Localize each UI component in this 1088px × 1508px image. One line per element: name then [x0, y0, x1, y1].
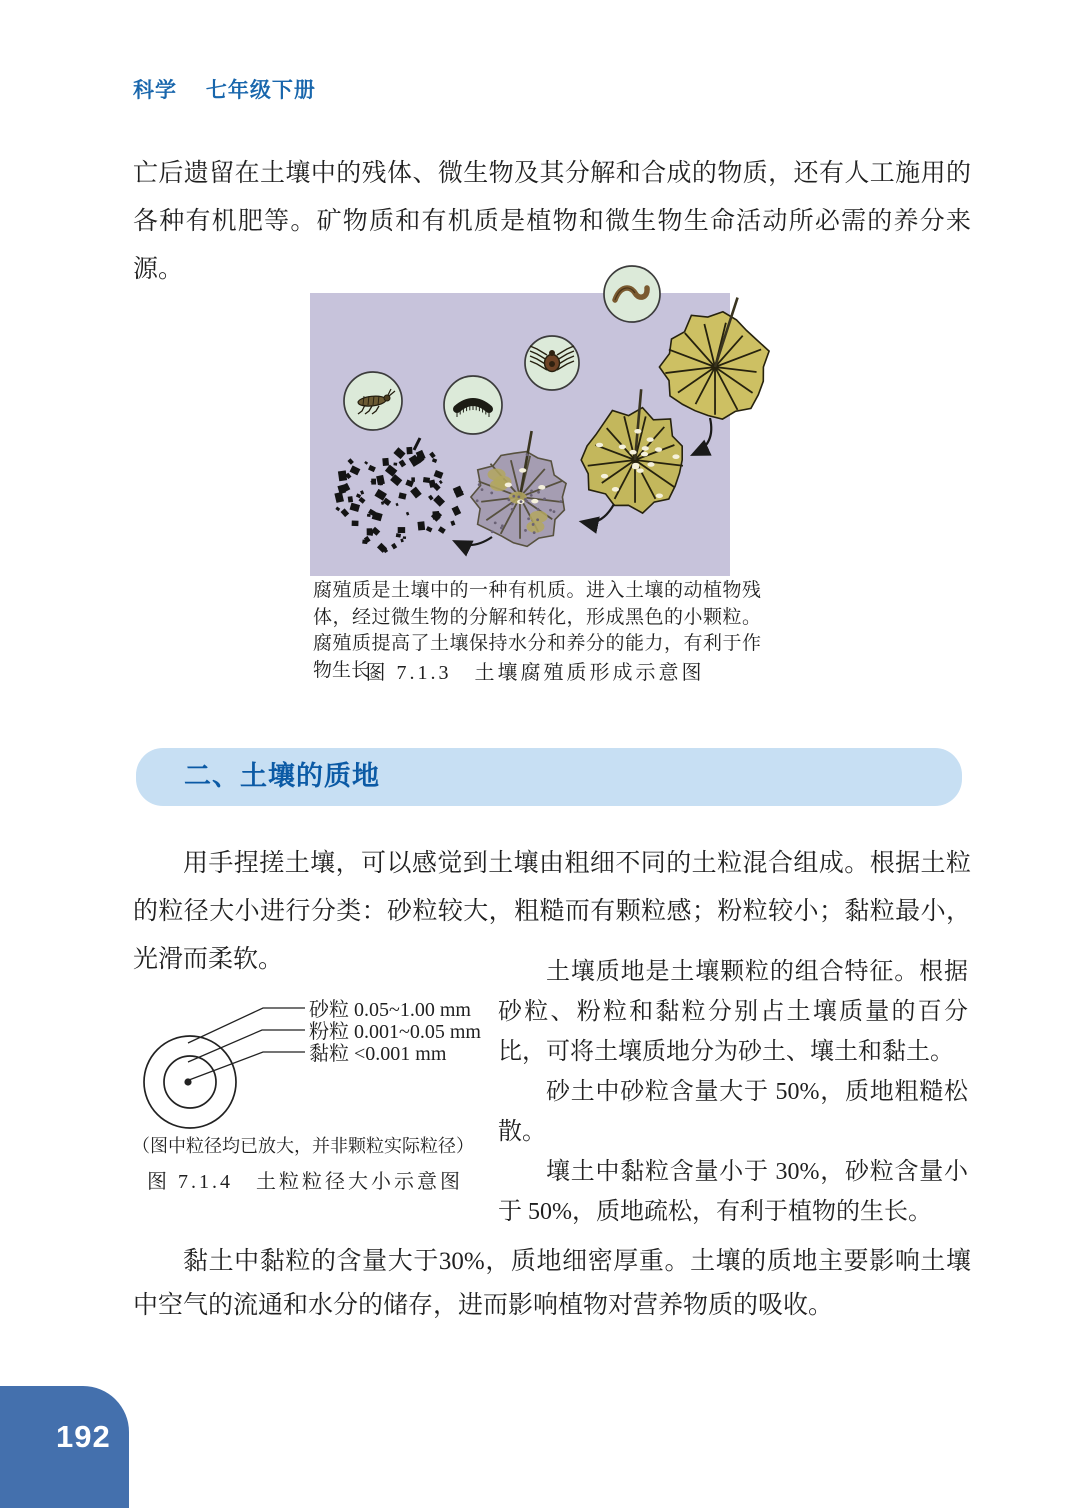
silt-label: 粉粒 0.001~0.05 mm — [309, 1021, 481, 1043]
figure-particle-size — [132, 985, 499, 1193]
texture-text-column — [498, 952, 968, 1232]
running-head-subject: 科学 — [133, 79, 177, 102]
figure-714-note: （图中粒径均已放大，并非颗粒实际粒径） — [132, 1136, 474, 1156]
section-heading-banner — [136, 748, 962, 806]
section-title: 二、土壤的质地 — [184, 761, 380, 791]
sand-label: 砂粒 0.05~1.00 mm — [309, 999, 471, 1021]
clay-leader-line — [189, 1052, 305, 1080]
figure-humus-formation — [310, 258, 772, 684]
clay-label: 黏粒 <0.001 mm — [309, 1043, 447, 1065]
paragraph-loam-soil: 壤土中黏粒含量小于 30%，砂粒含量小于 50%，质地疏松，有利于植物的生长。 — [498, 1159, 968, 1225]
running-head-volume: 七年级下册 — [205, 79, 316, 102]
millipede-icon — [444, 376, 502, 434]
paragraph-texture-definition: 土壤质地是土壤颗粒的组合特征。根据砂粒、粉粒和黏粒分别占土壤质量的百分比，可将土壤质地分为砂土、壤土和黏土。 — [498, 959, 968, 1065]
figure-713-description: 腐殖质是土壤中的一种有机质。进入土壤的动植物残体，经过微生物的分解和转化，形成黑色的小颗粒。腐殖质提高了土壤保持水分和养分的能力，有利于作物生长。 — [313, 580, 761, 681]
springtail-icon — [344, 372, 402, 430]
figure-713-caption: 图 7.1.3 土壤腐殖质形成示意图 — [365, 662, 705, 684]
paragraph-clay-soil: 黏土中黏粒的含量大于30%，质地细密厚重。土壤的质地主要影响土壤中空气的流通和水分的储存，进而影响植物对营养物质的吸收。 — [133, 1248, 971, 1319]
sand-leader-line — [188, 1008, 305, 1043]
particle-size-diagram — [135, 985, 499, 1130]
running-head — [133, 74, 316, 104]
earthworm-icon — [604, 266, 660, 322]
paragraph-intro: 亡后遗留在土壤中的残体、微生物及其分解和合成的物质，还有人工施用的各种有机肥等。矿物质和有机质是植物和微生物生命活动所必需的养分来源。 — [133, 160, 971, 283]
paragraph-texture-intro: 用手捏搓土壤，可以感觉到土壤由粗细不同的土粒混合组成。根据土粒的粒径大小进行分类：砂粒较大，粗糙而有颗粒感；粉粒较小；黏粒最小，光滑而柔软。 — [133, 850, 971, 973]
page-number: 192 — [56, 1419, 111, 1454]
page-number-tab — [0, 1386, 129, 1508]
paragraph-sandy-soil: 砂土中砂粒含量大于 50%，质地粗糙松散。 — [498, 1079, 968, 1145]
mite-icon — [525, 336, 579, 390]
humus-formation-illustration — [310, 258, 772, 578]
figure-714-caption: 图 7.1.4 土粒粒径大小示意图 — [147, 1171, 463, 1193]
